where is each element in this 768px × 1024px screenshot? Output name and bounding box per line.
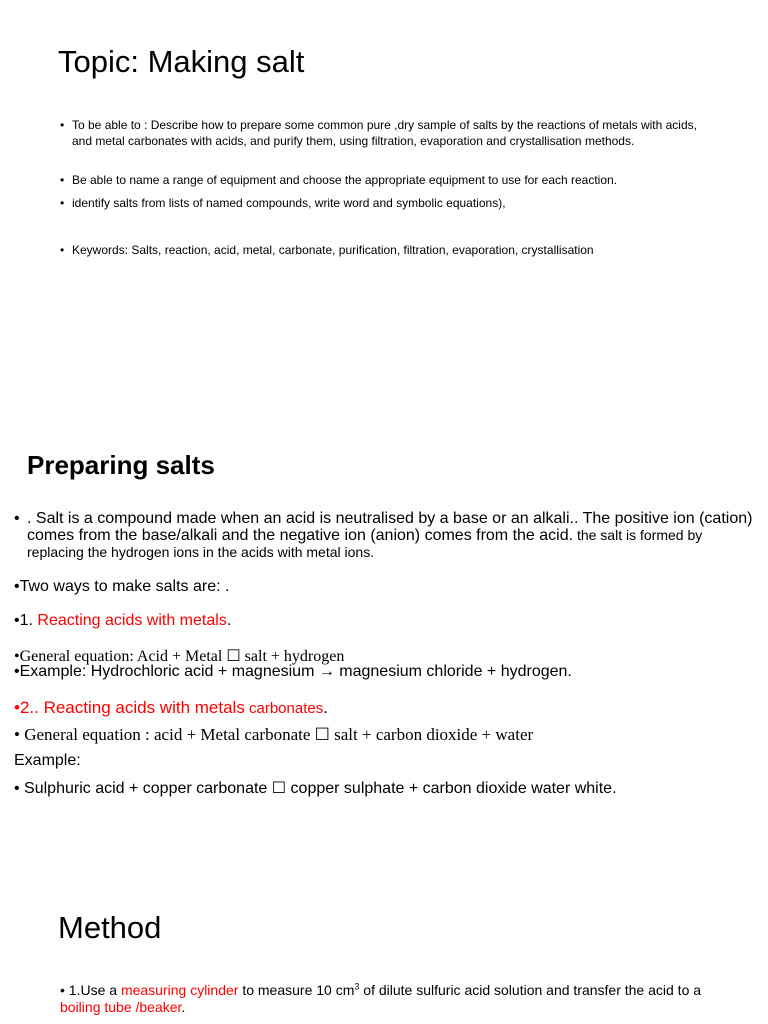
objective-item: [60, 173, 720, 189]
way1-prefix: •1.: [14, 612, 38, 629]
intro-tail-text: the salt is formed by replacing the hydrogen ions in the acids with metal ions.: [27, 527, 703, 560]
example-2: • Sulphuric acid + copper carbonate ☐ copper sulphate + carbon dioxide water white.: [14, 780, 617, 797]
bullet: •: [60, 243, 65, 257]
way2-highlight: •2.. Reacting acids with metals: [14, 698, 245, 717]
keywords-item: [60, 243, 720, 259]
bullet: •: [60, 173, 65, 187]
example-label: Example:: [14, 752, 81, 769]
measuring-cylinder-highlight: measuring cylinder: [120, 982, 239, 998]
method-step-1: [60, 982, 740, 1016]
way2-suffix: .: [323, 698, 328, 717]
intro-text: . Salt is a compound made when an acid is neutralised by a base or an alkali.. The positive ion (cation) comes from the base/alkali and the negative ion (anion) comes from the acid.: [27, 510, 753, 544]
objective-text: To be able to : Describe how to prepare some common pure ,dry sample of salts by the reactions of metals with acids, and metal carbonates with acids, and purify them, using filtration, evaporation and crystallisation methods.: [72, 118, 697, 148]
step1-end: .: [181, 999, 186, 1015]
bullet: •: [60, 196, 65, 210]
way1-suffix: .: [226, 612, 232, 629]
intro-paragraph: [14, 510, 754, 561]
way1-line: [14, 612, 231, 630]
slide3-title: Method: [58, 910, 162, 945]
way2-line: [14, 698, 328, 718]
boiling-tube-highlight: boiling tube /beaker: [60, 999, 182, 1015]
slide1-title: Topic: Making salt: [58, 44, 305, 79]
step1-mid2: of dilute sulfuric acid solution and transfer the acid to a: [359, 982, 702, 998]
objective-item: [60, 118, 720, 149]
objective-item: [60, 196, 720, 212]
two-ways-line: •Two ways to make salts are: .: [14, 578, 230, 595]
general-equation-1: •General equation: Acid + Metal ☐ salt + hydrogen: [14, 648, 345, 665]
slide2-title: Preparing salts: [27, 450, 215, 480]
objective-text: identify salts from lists of named compounds, write word and symbolic equations),: [72, 196, 506, 210]
way2-highlight-carbonates: carbonates: [244, 700, 324, 717]
step1-mid: to measure 10 cm: [238, 982, 355, 998]
way1-highlight: Reacting acids with metals: [37, 612, 227, 629]
bullet: •: [14, 510, 20, 527]
superscript-3: 3: [354, 981, 360, 992]
keywords-text: Keywords: Salts, reaction, acid, metal, carbonate, purification, filtration, evaporation, crystallisation: [72, 243, 594, 257]
general-equation-2: • General equation : acid + Metal carbonate ☐ salt + carbon dioxide + water: [14, 725, 534, 744]
example-1: •Example: Hydrochloric acid + magnesium → magnesium chloride + hydrogen.: [14, 663, 572, 680]
bullet: •: [60, 118, 65, 132]
step1-prefix: • 1.Use a: [60, 982, 121, 998]
objective-text: Be able to name a range of equipment and choose the appropriate equipment to use for each reaction.: [72, 173, 618, 187]
